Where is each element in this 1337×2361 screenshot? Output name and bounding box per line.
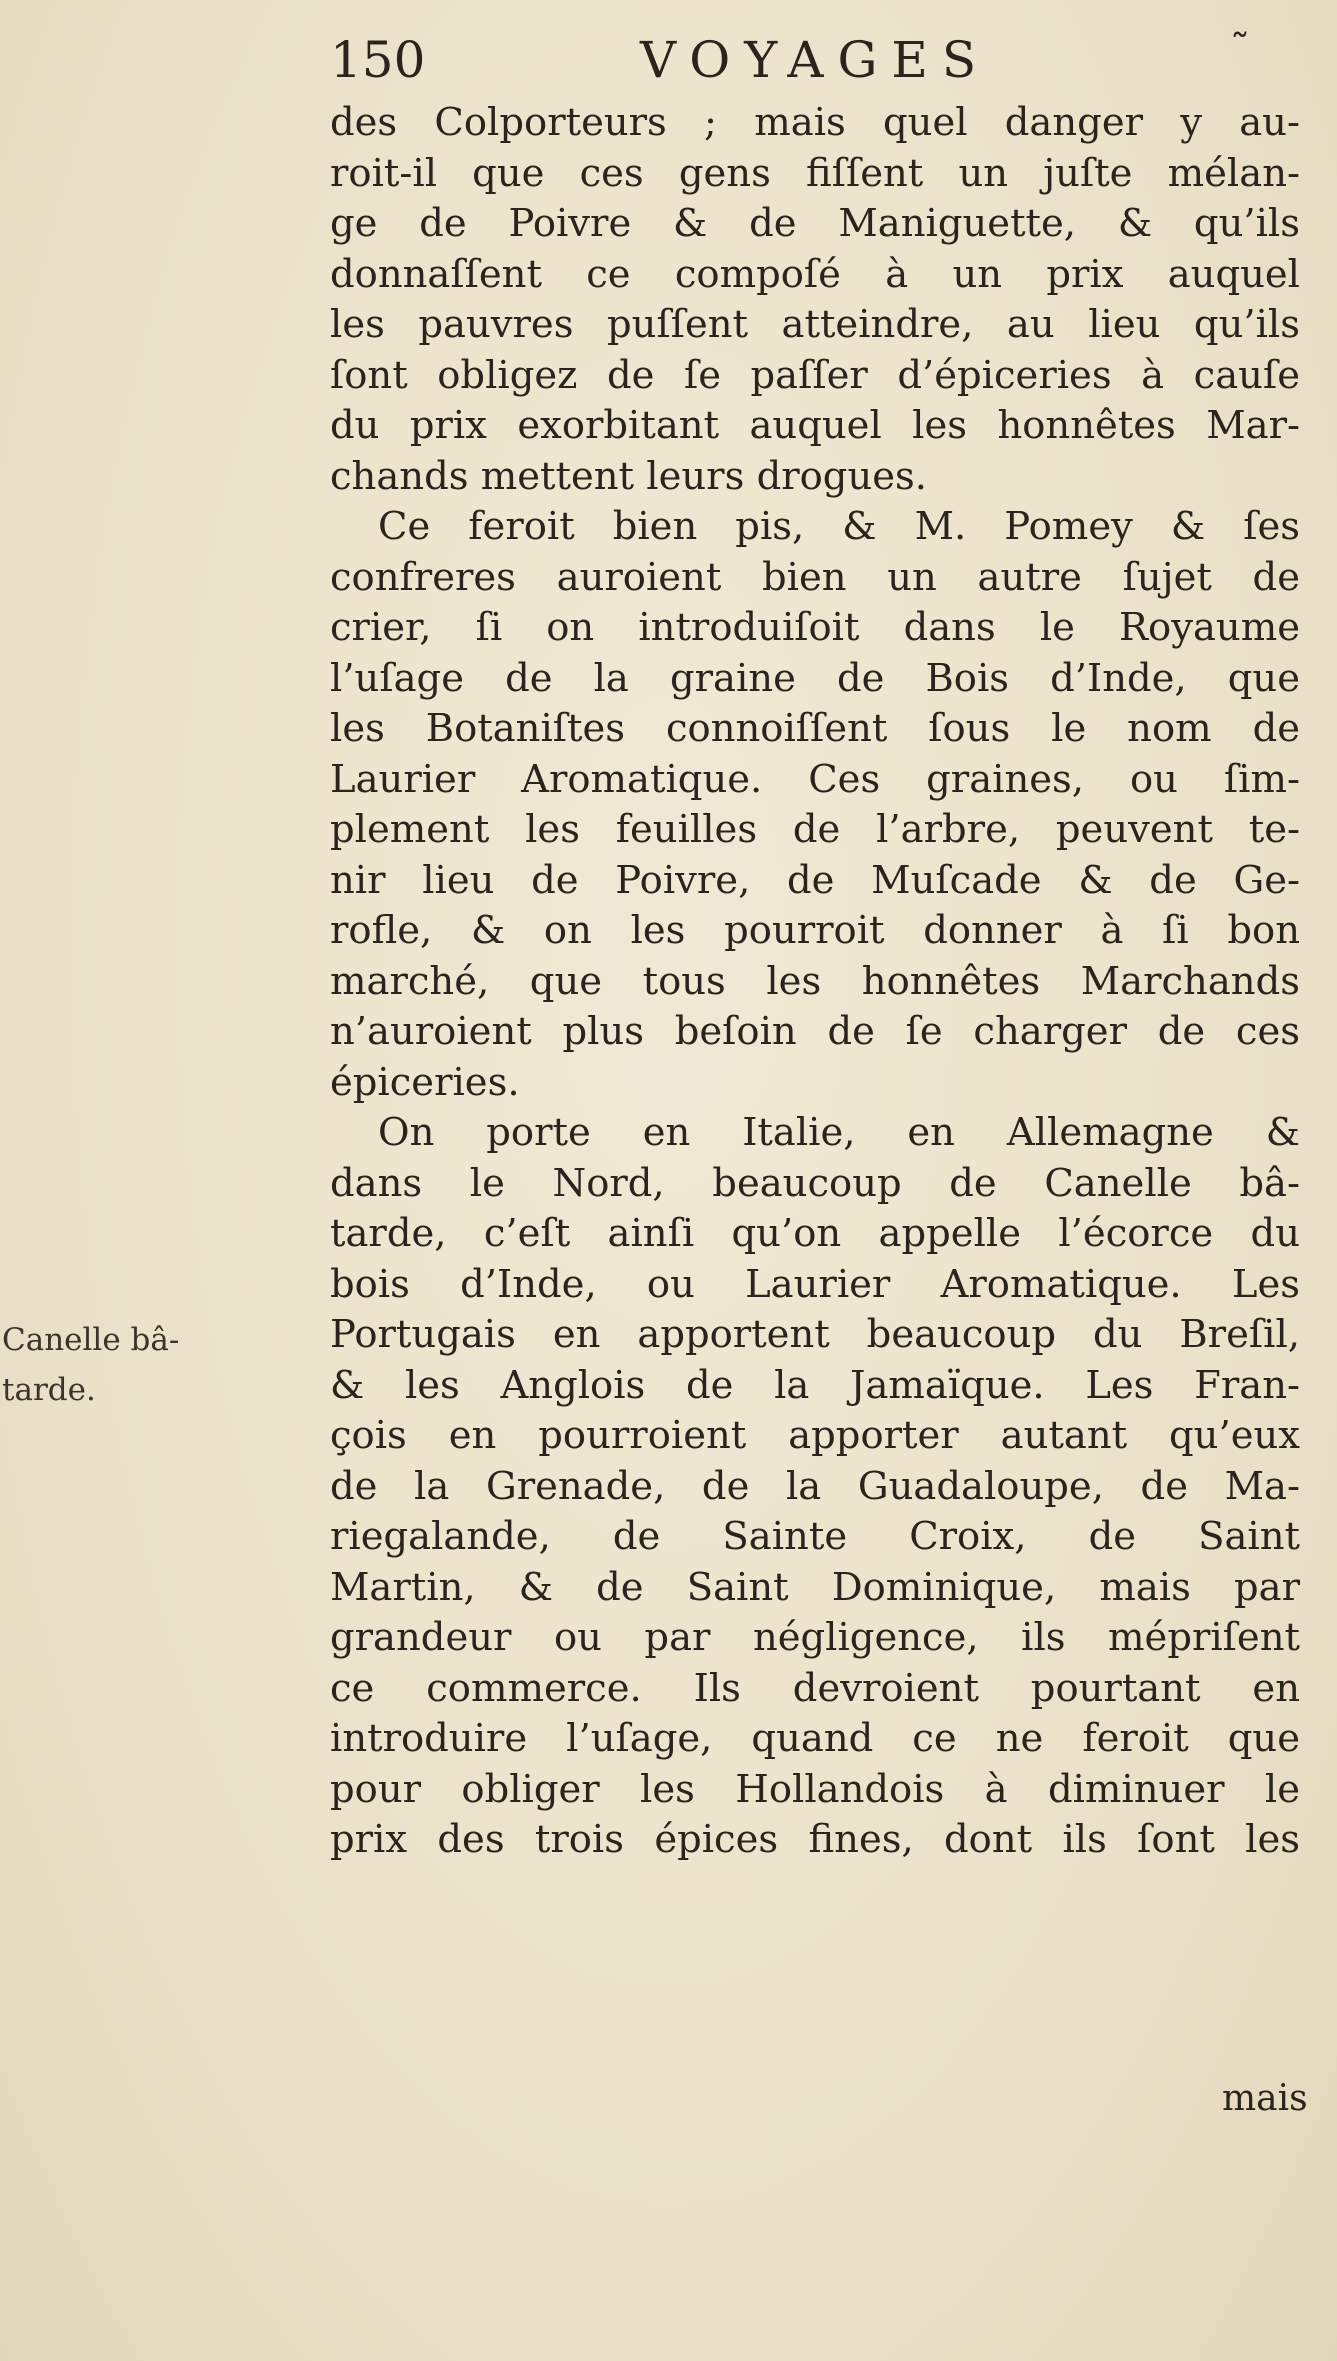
text-line: Portugais en apportent beaucoup du Breſil, xyxy=(330,1312,1300,1357)
text-line: dans le Nord, beaucoup de Canelle bâ- xyxy=(330,1160,1300,1206)
text-line: épiceries. xyxy=(330,1059,520,1105)
running-title: VOYAGES xyxy=(640,31,991,89)
text-line: chands mettent leurs drogues. xyxy=(330,453,928,499)
text-line: bois d’Inde, ou Laurier Aromatique. Les xyxy=(330,1261,1300,1307)
page-number: 150 xyxy=(330,31,426,89)
text-line: des Colporteurs ; mais quel danger y au- xyxy=(330,100,1300,145)
text-line: ce commerce. Ils devroient pourtant en xyxy=(330,1665,1300,1711)
text-line: n’auroient plus beſoin de ſe charger de ces xyxy=(330,1009,1300,1054)
corner-mark: ˜ xyxy=(1230,27,1250,73)
text-line: nir lieu de Poivre, de Muſcade & de Ge- xyxy=(330,857,1300,903)
text-line: crier, ſi on introduiſoit dans le Royaume xyxy=(330,605,1300,650)
text-line: ge de Poivre & de Maniguette, & qu’ils xyxy=(330,201,1300,246)
text-line: donnaſſent ce compoſé à un prix auquel xyxy=(330,251,1300,297)
text-line: marché, que tous les honnêtes Marchands xyxy=(330,958,1300,1004)
text-line: tarde, c’eſt ainſi qu’on appelle l’écorce du xyxy=(330,1211,1300,1256)
text-line: du prix exorbitant auquel les honnêtes Mar- xyxy=(330,403,1300,448)
text-line: l’uſage de la graine de Bois d’Inde, que xyxy=(330,655,1300,701)
text-line: ſont obligez de ſe paſſer d’épiceries à cauſe xyxy=(330,352,1300,398)
body-text xyxy=(330,98,1300,1866)
page-header xyxy=(300,20,1290,100)
text-line: plement les feuilles de l’arbre, peuvent te- xyxy=(330,807,1300,852)
text-line: confreres auroient bien un autre ſujet de xyxy=(330,554,1300,600)
text-line: roit-il que ces gens fiſſent un juſte mélan- xyxy=(330,150,1300,196)
text-line: de la Grenade, de la Guadaloupe, de Ma- xyxy=(330,1463,1300,1509)
catchword: mais xyxy=(1222,2078,1308,2119)
text-line: Laurier Aromatique. Ces graines, ou ſim- xyxy=(330,756,1300,802)
text-line: Ce feroit bien pis, & M. Pomey & ſes xyxy=(378,504,1300,549)
text-line: Martin, & de Saint Dominique, mais par xyxy=(330,1564,1300,1610)
margin-note-line: Canelle bâ- xyxy=(2,1322,180,1358)
margin-note-line: tarde. xyxy=(2,1372,96,1408)
text-line: çois en pourroient apporter autant qu’eux xyxy=(330,1413,1300,1458)
text-line: introduire l’uſage, quand ce ne feroit que xyxy=(330,1716,1300,1761)
text-line: grandeur ou par négligence, ils mépriſent xyxy=(330,1615,1300,1660)
text-line: prix des trois épices fines, dont ils ſont les xyxy=(330,1817,1300,1862)
text-line: riegalande, de Sainte Croix, de Saint xyxy=(330,1514,1300,1559)
margin-note xyxy=(2,1315,180,1415)
text-line: les pauvres puſſent atteindre, au lieu qu’ils xyxy=(330,302,1300,347)
text-line: les Botaniſtes connoiſſent ſous le nom de xyxy=(330,706,1300,751)
text-line: & les Anglois de la Jamaïque. Les Fran- xyxy=(330,1362,1300,1408)
text-line: pour obliger les Hollandois à diminuer le xyxy=(330,1766,1300,1812)
text-line: On porte en Italie, en Allemagne & xyxy=(378,1110,1300,1155)
text-line: rofle, & on les pourroit donner à ſi bon xyxy=(330,908,1300,953)
